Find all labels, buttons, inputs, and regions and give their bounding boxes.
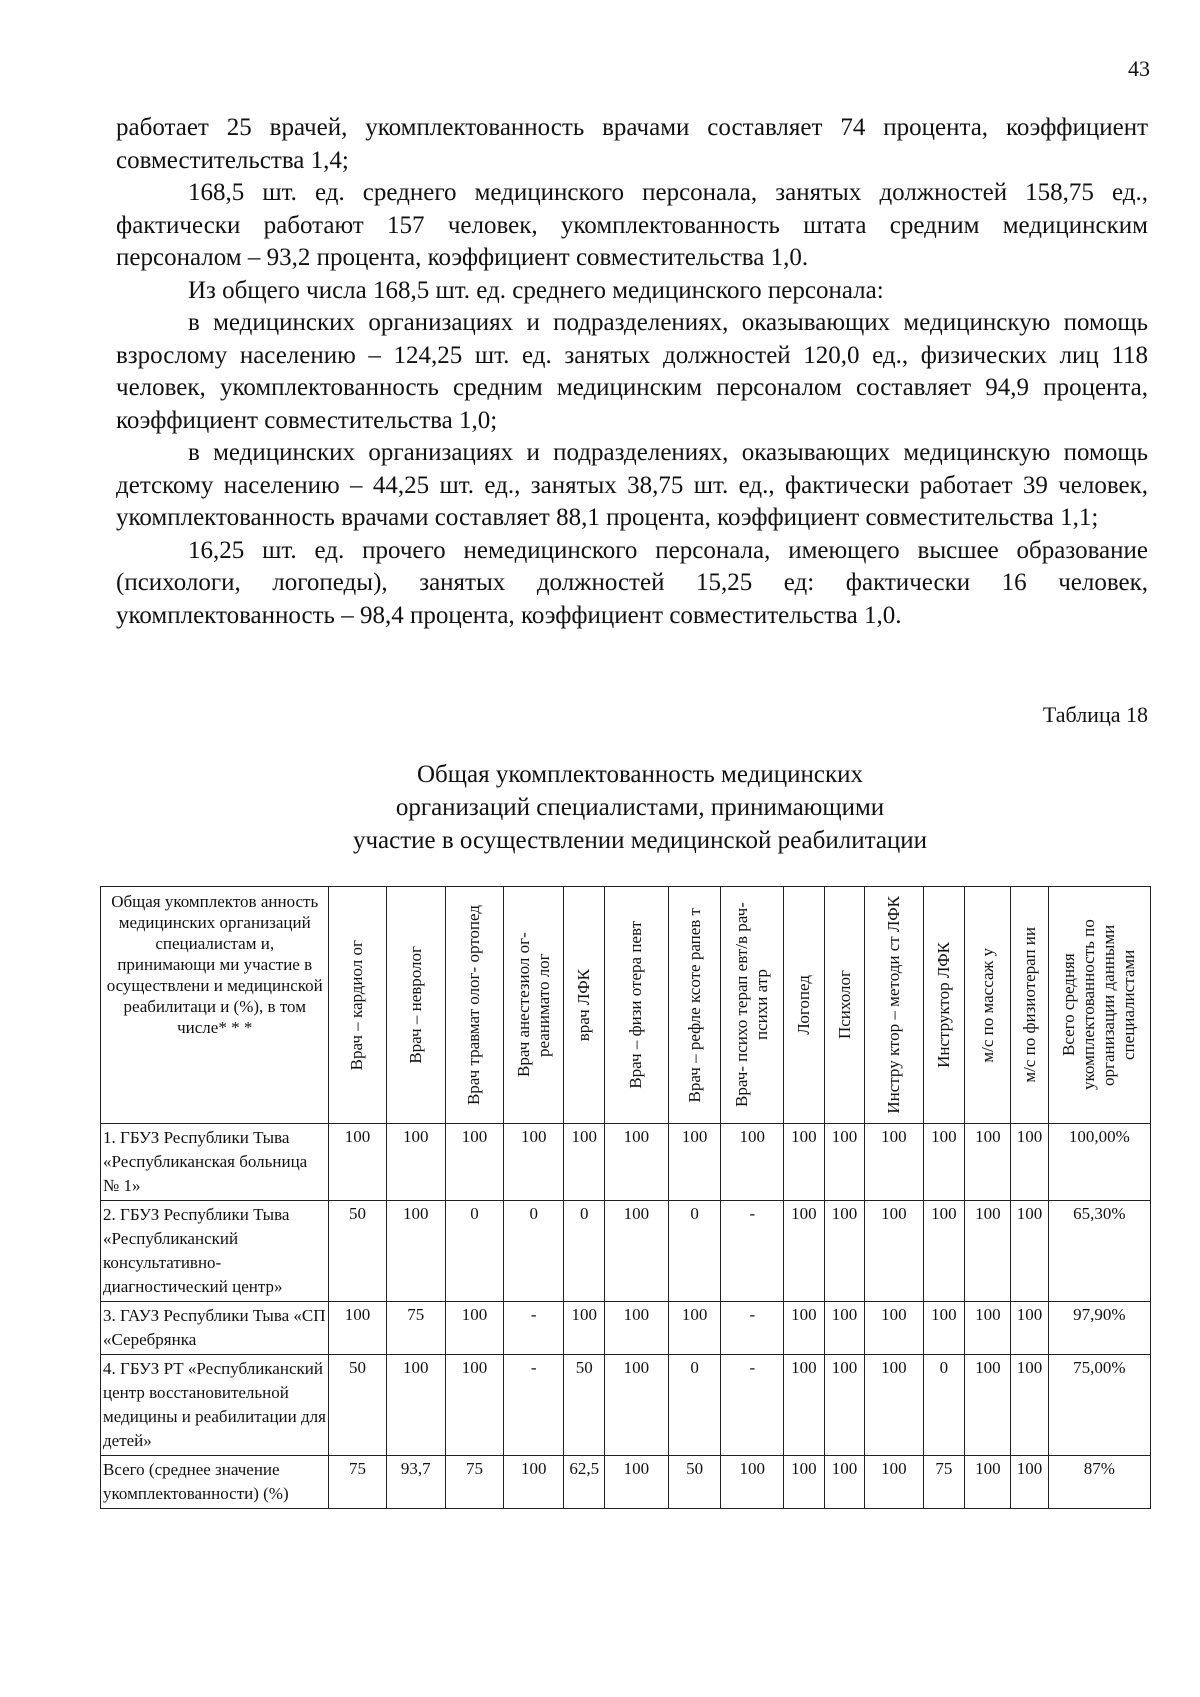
column-header <box>668 887 721 1124</box>
value-cell: 100 <box>329 1124 386 1201</box>
value-cell: - <box>504 1302 564 1355</box>
value-cell: - <box>721 1302 784 1355</box>
value-cell: 50 <box>329 1355 386 1456</box>
value-cell: 100 <box>824 1302 865 1355</box>
body-text <box>116 112 1148 632</box>
organization-cell: Всего (среднее значение укомплектованности) (%) <box>101 1456 329 1509</box>
value-cell: 62,5 <box>564 1456 605 1509</box>
value-cell: 100 <box>564 1302 605 1355</box>
value-cell: 100 <box>965 1302 1011 1355</box>
column-header <box>784 887 825 1124</box>
page-number: 43 <box>1128 56 1150 81</box>
column-header <box>824 887 865 1124</box>
column-header <box>923 887 965 1124</box>
column-header-label: Психолог <box>834 970 854 1040</box>
value-cell: 100 <box>1011 1124 1048 1201</box>
column-header-label: Инстру ктор – методи ст ЛФК <box>883 896 903 1114</box>
value-cell: 50 <box>329 1201 386 1302</box>
table-title-line-2: организаций специалистами, принимающими <box>395 794 885 821</box>
column-header-label: Врач – физи отера певт <box>626 921 646 1089</box>
value-cell: 100 <box>784 1124 825 1201</box>
value-cell: 100 <box>445 1302 503 1355</box>
value-cell: 100 <box>1011 1355 1048 1456</box>
table-label: Таблица 18 <box>1042 702 1148 727</box>
value-cell: 100 <box>784 1302 825 1355</box>
column-header <box>865 887 923 1124</box>
value-cell: 100 <box>824 1201 865 1302</box>
table-row <box>101 1201 1151 1302</box>
value-cell: 100 <box>865 1456 923 1509</box>
value-cell: 100 <box>721 1124 784 1201</box>
table-header-row <box>101 887 1151 1124</box>
column-header <box>1048 887 1150 1124</box>
table-row <box>101 1124 1151 1201</box>
value-cell: 100 <box>386 1124 445 1201</box>
value-cell: 100 <box>1011 1201 1048 1302</box>
paragraph: работает 25 врачей, укомплектованность врачами составляет 74 процента, коэффициент совместительства 1,4; <box>116 114 1148 174</box>
value-cell: 65,30% <box>1048 1201 1150 1302</box>
column-header <box>605 887 669 1124</box>
organization-cell: 1. ГБУЗ Республики Тыва «Республиканская больница № 1» <box>101 1124 329 1201</box>
value-cell: 100 <box>668 1124 721 1201</box>
value-cell: 100 <box>721 1456 784 1509</box>
value-cell: 100 <box>605 1456 669 1509</box>
column-header <box>564 887 605 1124</box>
table-title <box>260 758 1020 857</box>
value-cell: 0 <box>445 1201 503 1302</box>
paragraph: 16,25 шт. ед. прочего немедицинского персонала, имеющего высшее образование (психологи, логопеды), занятых должностей 15,25 ед: фактически 16 человек, укомплектованность – 98,4 процента, коэффициент совместительства 1,0. <box>116 536 1148 629</box>
value-cell: 100 <box>965 1456 1011 1509</box>
value-cell: 100 <box>865 1201 923 1302</box>
value-cell: - <box>721 1355 784 1456</box>
column-header-label: Врач анестезиол ог-реанимато лог <box>513 932 553 1078</box>
value-cell: 0 <box>668 1355 721 1456</box>
value-cell: 100 <box>605 1124 669 1201</box>
value-cell: 100 <box>965 1201 1011 1302</box>
value-cell: 100 <box>1011 1302 1048 1355</box>
value-cell: 100 <box>329 1302 386 1355</box>
column-header-label: врач ЛФК <box>574 968 594 1042</box>
paragraph: Из общего числа 168,5 шт. ед. среднего медицинского персонала: <box>188 276 884 304</box>
value-cell: 100 <box>923 1302 965 1355</box>
value-cell: 0 <box>923 1355 965 1456</box>
value-cell: 0 <box>668 1201 721 1302</box>
column-header-label: м/с по физиотерап ии <box>1019 927 1039 1083</box>
value-cell: - <box>504 1355 564 1456</box>
value-cell: 100 <box>865 1302 923 1355</box>
value-cell: 100 <box>605 1355 669 1456</box>
table-title-line-3: участие в осуществлении медицинской реабилитации <box>352 827 928 854</box>
organization-cell: 4. ГБУЗ РТ «Республиканский центр восстановительной медицины и реабилитации для детей» <box>101 1355 329 1456</box>
value-cell: 100 <box>824 1456 865 1509</box>
column-header <box>721 887 784 1124</box>
paragraph: в медицинских организациях и подразделениях, оказывающих медицинскую помощь взрослому населению – 124,25 шт. ед. занятых должностей 120,0 ед., физических лиц 118 человек, укомплектованность средним медицинским персоналом составляет 94,9 процента, коэффициент совместительства 1,0; <box>116 309 1148 434</box>
value-cell: 100 <box>865 1124 923 1201</box>
column-header-label: Врач- психо терап евт/в рач- психи атр <box>732 902 772 1108</box>
value-cell: 100 <box>923 1124 965 1201</box>
staffing-table <box>100 886 1151 1509</box>
value-cell: 100 <box>1011 1456 1048 1509</box>
organization-cell: 2. ГБУЗ Республики Тыва «Республиканский консультативно-диагностический центр» <box>101 1201 329 1302</box>
value-cell: 75 <box>386 1302 445 1355</box>
value-cell: 50 <box>564 1355 605 1456</box>
value-cell: 100 <box>865 1355 923 1456</box>
column-header <box>445 887 503 1124</box>
value-cell: 75,00% <box>1048 1355 1150 1456</box>
table-body <box>101 1124 1151 1509</box>
value-cell: 97,90% <box>1048 1302 1150 1355</box>
value-cell: 100 <box>504 1124 564 1201</box>
table-row <box>101 1456 1151 1509</box>
value-cell: 75 <box>923 1456 965 1509</box>
value-cell: 100 <box>923 1201 965 1302</box>
value-cell: 100 <box>564 1124 605 1201</box>
value-cell: 100 <box>824 1124 865 1201</box>
value-cell: 75 <box>329 1456 386 1509</box>
column-header <box>504 887 564 1124</box>
column-header <box>1011 887 1048 1124</box>
column-header-label: Инструктор ЛФК <box>933 942 953 1068</box>
value-cell: 100 <box>824 1355 865 1456</box>
value-cell: 100 <box>605 1302 669 1355</box>
organization-cell: 3. ГАУЗ Республики Тыва «СП «Серебрянка <box>101 1302 329 1355</box>
value-cell: 100 <box>784 1456 825 1509</box>
column-header-label: Всего средняя укомплектованность по организации данными специалистами <box>1059 919 1139 1091</box>
paragraph: 168,5 шт. ед. среднего медицинского персонала, занятых должностей 158,75 ед., фактически работают 157 человек, укомплектованность штата средним медицинским персоналом – 93,2 процента, коэффициент совместительства 1,0. <box>116 179 1148 271</box>
value-cell: 100 <box>386 1355 445 1456</box>
value-cell: 100,00% <box>1048 1124 1150 1201</box>
value-cell: 75 <box>445 1456 503 1509</box>
value-cell: 0 <box>564 1201 605 1302</box>
value-cell: 0 <box>504 1201 564 1302</box>
column-header-label: Врач – кардиол ог <box>347 939 367 1071</box>
column-header <box>329 887 386 1124</box>
value-cell: 100 <box>386 1201 445 1302</box>
column-header <box>965 887 1011 1124</box>
value-cell: 100 <box>668 1302 721 1355</box>
table-corner-header: Общая укомплектов анность медицинских организаций специалистам и, принимающи ми участие в осуществлени и медицинской реабилитаци и (%), в том числе* * * <box>101 887 329 1124</box>
value-cell: 100 <box>504 1456 564 1509</box>
table-row <box>101 1355 1151 1456</box>
value-cell: 100 <box>605 1201 669 1302</box>
value-cell: 93,7 <box>386 1456 445 1509</box>
column-header-label: Врач – невролог <box>405 946 425 1064</box>
column-header <box>386 887 445 1124</box>
column-header-label: Врач травмат олог- ортопед <box>464 904 484 1106</box>
value-cell: 50 <box>668 1456 721 1509</box>
column-header-label: м/с по массаж у <box>977 947 997 1063</box>
value-cell: 100 <box>784 1355 825 1456</box>
value-cell: 100 <box>445 1124 503 1201</box>
table-row <box>101 1302 1151 1355</box>
value-cell: 87% <box>1048 1456 1150 1509</box>
value-cell: 100 <box>965 1124 1011 1201</box>
value-cell: - <box>721 1201 784 1302</box>
column-header-label: Врач – рефле ксоте рапев т <box>684 907 704 1103</box>
paragraph: в медицинских организациях и подразделениях, оказывающих медицинскую помощь детскому населению – 44,25 шт. ед., занятых 38,75 шт. ед., фактически работает 39 человек, укомплектованность врачами составляет 88,1 процента, коэффициент совместительства 1,1; <box>116 439 1148 531</box>
table-title-line-1: Общая укомплектованность медицинских <box>416 761 864 788</box>
value-cell: 100 <box>965 1355 1011 1456</box>
column-header-label: Логопед <box>793 975 813 1035</box>
value-cell: 100 <box>784 1201 825 1302</box>
value-cell: 100 <box>445 1355 503 1456</box>
